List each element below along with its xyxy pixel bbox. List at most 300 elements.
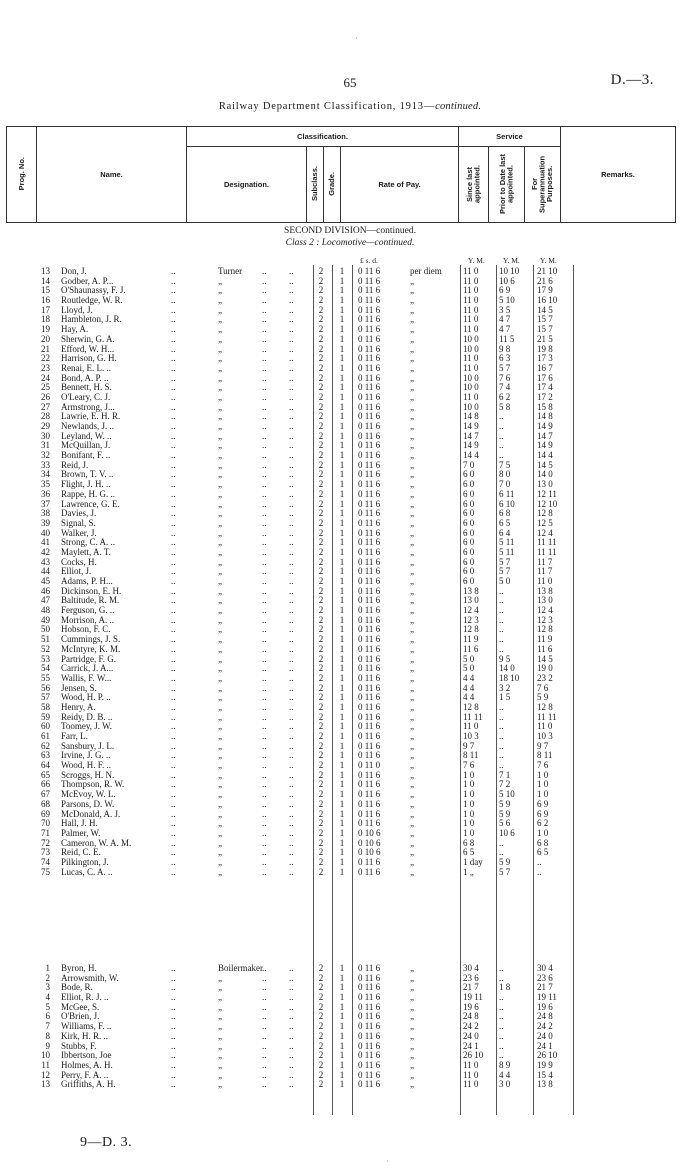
- cell-pay-period: „: [410, 585, 414, 596]
- cell-leader: ..: [171, 333, 176, 344]
- cell-pay: 0 11 6: [358, 362, 381, 373]
- header-service: Service: [459, 127, 561, 147]
- cell-subclass: 2: [318, 430, 324, 441]
- cell-since-last: 24 8: [463, 1011, 479, 1022]
- cell-leader: ..: [171, 963, 176, 973]
- cell-prior: 9 5: [499, 653, 511, 664]
- cell-designation: „: [218, 750, 222, 761]
- cell-pay: 0 11 6: [358, 1030, 381, 1041]
- cell-prog-no: 19: [41, 324, 50, 335]
- column-header-table: [6, 126, 676, 223]
- cell-super: 24 1: [537, 1040, 553, 1051]
- cell-super: 23 2: [537, 672, 553, 683]
- cell-prior: 3 0: [499, 1079, 511, 1090]
- cell-prog-no: 69: [41, 808, 50, 819]
- cell-since-last: 24 2: [463, 1021, 479, 1032]
- cell-name: Farr, L.: [61, 731, 88, 741]
- cell-super: 17 4: [537, 382, 553, 393]
- cell-grade: 1: [339, 740, 345, 751]
- cell-pay-period: „: [410, 663, 414, 674]
- cell-leader: ..: [262, 798, 267, 809]
- cell-super: 6 8: [537, 837, 549, 848]
- cell-super: 15 8: [537, 401, 553, 412]
- cell-leader: ..: [262, 992, 267, 1003]
- cell-leader: ..: [289, 982, 294, 993]
- cell-leader: ..: [262, 1050, 267, 1061]
- cell-leader: ..: [262, 401, 267, 412]
- cell-designation: „: [218, 440, 222, 451]
- cell-name: Harrison, G. H.: [61, 353, 117, 364]
- cell-leader: ..: [171, 566, 176, 577]
- cell-designation: „: [218, 459, 222, 470]
- cell-pay-period: „: [410, 450, 414, 461]
- cell-subclass: 2: [318, 527, 324, 538]
- cell-leader: ..: [262, 1069, 267, 1080]
- cell-grade: 1: [339, 459, 345, 470]
- cell-prior: 4 7: [499, 324, 511, 335]
- scan-mark-top: ·: [355, 34, 358, 43]
- scan-mark-bottom: ·: [386, 1157, 389, 1166]
- cell-leader: ..: [171, 585, 176, 596]
- table-row: [0, 974, 700, 984]
- cell-leader: ..: [262, 963, 267, 973]
- cell-prior: ..: [499, 1011, 504, 1022]
- cell-since-last: 23 6: [463, 972, 479, 983]
- cell-prior: 6 3: [499, 353, 511, 364]
- cell-leader: ..: [289, 740, 294, 751]
- cell-leader: ..: [171, 605, 176, 616]
- cell-pay: 0 11 6: [358, 411, 381, 422]
- cell-prog-no: 16: [41, 295, 50, 306]
- cell-pay-period: „: [410, 614, 414, 625]
- cell-prog-no: 32: [41, 450, 50, 461]
- cell-since-last: 12 8: [463, 701, 479, 712]
- cell-super: 11 6: [537, 643, 553, 654]
- cell-prior: 7 1: [499, 769, 511, 780]
- cell-leader: ..: [262, 982, 267, 993]
- cell-pay-period: „: [410, 789, 414, 800]
- cell-pay: 0 11 6: [358, 1021, 381, 1032]
- cell-pay-period: „: [410, 837, 414, 848]
- cell-prog-no: 21: [41, 343, 50, 354]
- cell-subclass: 2: [318, 566, 324, 577]
- cell-name: McIntyre, K. M.: [61, 643, 121, 654]
- cell-leader: ..: [262, 430, 267, 441]
- cell-prior: 5 7: [499, 556, 511, 567]
- cell-name: McDonald, A. J.: [61, 808, 121, 819]
- cell-since-last: 6 0: [463, 517, 475, 528]
- cell-super: 14 9: [537, 421, 553, 431]
- cell-leader: ..: [289, 275, 294, 286]
- cell-leader: ..: [171, 401, 176, 412]
- cell-grade: 1: [339, 827, 345, 838]
- cell-name: Hay, A.: [61, 324, 89, 335]
- cell-leader: ..: [289, 837, 294, 848]
- cell-subclass: 2: [318, 595, 324, 606]
- cell-pay: 0 11 6: [358, 382, 381, 393]
- cell-prog-no: 57: [41, 692, 50, 703]
- cell-leader: ..: [171, 295, 176, 306]
- units-super: Y. M.: [540, 256, 557, 265]
- cell-leader: ..: [262, 614, 267, 625]
- cell-designation: „: [218, 1011, 222, 1022]
- cell-prior: 3 2: [499, 682, 511, 693]
- cell-leader: ..: [262, 847, 267, 858]
- table-row: [0, 558, 700, 568]
- cell-subclass: 2: [318, 624, 324, 635]
- cell-leader: ..: [262, 362, 267, 373]
- cell-prior: ..: [499, 634, 504, 645]
- cell-prior: 5 9: [499, 808, 511, 819]
- cell-subclass: 2: [318, 585, 324, 596]
- cell-subclass: 2: [318, 798, 324, 809]
- cell-name: O'Shaunassy, F. J.: [61, 285, 126, 296]
- cell-pay-period: „: [410, 401, 414, 412]
- cell-since-last: 1 0: [463, 779, 475, 790]
- cell-leader: ..: [171, 527, 176, 538]
- cell-leader: ..: [262, 731, 267, 741]
- cell-leader: ..: [262, 304, 267, 315]
- cell-designation: „: [218, 576, 222, 586]
- cell-super: 10 3: [537, 731, 553, 741]
- cell-leader: ..: [289, 527, 294, 538]
- cell-leader: ..: [171, 411, 176, 422]
- cell-leader: ..: [171, 624, 176, 635]
- table-row: [0, 819, 700, 829]
- cell-pay: 0 11 6: [358, 566, 381, 577]
- cell-prog-no: 25: [41, 382, 50, 393]
- cell-super: 21 7: [537, 982, 553, 993]
- cell-pay-period: „: [410, 605, 414, 616]
- cell-name: Davies, J.: [61, 508, 97, 519]
- cell-pay-period: „: [410, 343, 414, 354]
- cell-super: 5 9: [537, 692, 549, 703]
- cell-leader: ..: [289, 333, 294, 344]
- cell-subclass: 2: [318, 459, 324, 470]
- cell-grade: 1: [339, 750, 345, 761]
- cell-subclass: 2: [318, 682, 324, 693]
- cell-pay-period: „: [410, 653, 414, 664]
- cell-leader: ..: [289, 537, 294, 548]
- table-row: [0, 451, 700, 461]
- cell-prior: ..: [499, 450, 504, 461]
- cell-leader: ..: [171, 1030, 176, 1041]
- cell-super: 8 11: [537, 750, 553, 761]
- cell-leader: ..: [171, 1079, 176, 1090]
- cell-leader: ..: [262, 972, 267, 983]
- cell-pay: 0 10 6: [358, 837, 381, 848]
- cell-designation: „: [218, 827, 222, 838]
- cell-since-last: 6 0: [463, 566, 475, 577]
- cell-prior: 6 9: [499, 285, 511, 296]
- cell-since-last: 12 8: [463, 624, 479, 635]
- cell-designation: „: [218, 353, 222, 364]
- cell-name: Armstrong, J...: [61, 401, 115, 412]
- cell-name: Arrowsmith, W.: [61, 972, 119, 983]
- cell-since-last: 13 0: [463, 595, 479, 606]
- cell-subclass: 2: [318, 546, 324, 557]
- cell-since-last: 5 0: [463, 653, 475, 664]
- cell-leader: ..: [289, 701, 294, 712]
- cell-name: Bond, A. P. ..: [61, 372, 109, 383]
- cell-pay: 0 11 6: [358, 324, 381, 335]
- cell-pay: 0 11 6: [358, 314, 381, 325]
- cell-pay-period: „: [410, 488, 414, 499]
- cell-super: 12 5: [537, 517, 553, 528]
- cell-prog-no: 13: [41, 266, 50, 276]
- rule-grade-left: [332, 265, 333, 1115]
- cell-since-last: 10 0: [463, 343, 479, 354]
- cell-leader: ..: [262, 1001, 267, 1012]
- cell-pay-period: „: [410, 750, 414, 761]
- cell-designation: „: [218, 808, 222, 819]
- cell-subclass: 2: [318, 847, 324, 858]
- cell-designation: „: [218, 692, 222, 703]
- cell-pay-period: „: [410, 411, 414, 422]
- cell-prog-no: 47: [41, 595, 50, 606]
- cell-subclass: 2: [318, 304, 324, 315]
- cell-leader: ..: [171, 353, 176, 364]
- cell-name: Strong, C. A. ..: [61, 537, 116, 548]
- cell-designation: „: [218, 760, 222, 771]
- cell-pay: 0 11 6: [358, 1001, 381, 1012]
- cell-since-last: 30 4: [463, 963, 479, 973]
- cell-super: 6 9: [537, 798, 549, 809]
- cell-since-last: 10 0: [463, 401, 479, 412]
- cell-prior: 6 8: [499, 508, 511, 519]
- table-row: [0, 1032, 700, 1042]
- cell-pay-period: „: [410, 1059, 414, 1070]
- cell-pay-period: „: [410, 798, 414, 809]
- cell-name: Hobson, F. C.: [61, 624, 111, 635]
- cell-subclass: 2: [318, 362, 324, 373]
- cell-leader: ..: [289, 721, 294, 732]
- cell-leader: ..: [289, 479, 294, 490]
- cell-leader: ..: [262, 295, 267, 306]
- cell-name: Scroggs, H. N.: [61, 769, 115, 780]
- cell-subclass: 2: [318, 324, 324, 335]
- cell-leader: ..: [262, 682, 267, 693]
- cell-leader: ..: [171, 750, 176, 761]
- cell-grade: 1: [339, 566, 345, 577]
- cell-super: 9 7: [537, 740, 549, 751]
- cell-name: Bennett, H. S.: [61, 382, 112, 393]
- cell-grade: 1: [339, 721, 345, 732]
- cell-since-last: 6 0: [463, 537, 475, 548]
- cell-subclass: 2: [318, 672, 324, 683]
- cell-since-last: 14 9: [463, 421, 479, 431]
- cell-grade: 1: [339, 818, 345, 829]
- cell-prog-no: 7: [45, 1021, 50, 1032]
- cell-pay: 0 11 6: [358, 624, 381, 635]
- page-number: 65: [343, 75, 357, 90]
- cell-leader: ..: [289, 614, 294, 625]
- cell-designation: „: [218, 479, 222, 490]
- cell-prog-no: 13: [41, 1079, 50, 1090]
- cell-leader: ..: [171, 537, 176, 548]
- cell-super: 19 0: [537, 663, 553, 674]
- cell-subclass: 2: [318, 1059, 324, 1070]
- cell-grade: 1: [339, 517, 345, 528]
- cell-name: Routledge, W. R.: [61, 295, 123, 306]
- cell-since-last: 1 „: [463, 866, 474, 877]
- cell-leader: ..: [262, 672, 267, 683]
- cell-leader: ..: [171, 1021, 176, 1032]
- cell-leader: ..: [289, 430, 294, 441]
- cell-designation: „: [218, 711, 222, 722]
- cell-subclass: 2: [318, 1030, 324, 1041]
- cell-leader: ..: [171, 556, 176, 567]
- cell-name: Baltitude, R. M.: [61, 595, 120, 606]
- cell-leader: ..: [262, 275, 267, 286]
- cell-leader: ..: [171, 682, 176, 693]
- cell-leader: ..: [289, 372, 294, 383]
- cell-super: 16 10: [537, 295, 558, 306]
- cell-leader: ..: [171, 440, 176, 451]
- cell-super: 19 8: [537, 343, 553, 354]
- cell-since-last: 4 4: [463, 672, 475, 683]
- cell-designation: „: [218, 721, 222, 732]
- cell-leader: ..: [171, 488, 176, 499]
- cell-pay: 0 11 6: [358, 663, 381, 674]
- cell-prog-no: 71: [41, 827, 50, 838]
- cell-subclass: 2: [318, 537, 324, 548]
- cell-name: Don, J.: [61, 266, 87, 276]
- cell-leader: ..: [262, 856, 267, 867]
- cell-since-last: 21 7: [463, 982, 479, 993]
- cell-designation: Boilermaker: [218, 963, 263, 973]
- cell-grade: 1: [339, 663, 345, 674]
- cell-grade: 1: [339, 1059, 345, 1070]
- cell-leader: ..: [289, 789, 294, 800]
- cell-name: Rappe, H. G. ..: [61, 488, 115, 499]
- cell-grade: 1: [339, 488, 345, 499]
- cell-pay-period: „: [410, 1079, 414, 1090]
- cell-super: 1 0: [537, 827, 549, 838]
- cell-super: 6 5: [537, 847, 549, 858]
- cell-designation: „: [218, 982, 222, 993]
- cell-super: 12 4: [537, 605, 553, 616]
- cell-pay: 0 11 6: [358, 982, 381, 993]
- cell-subclass: 2: [318, 827, 324, 838]
- units-row: [0, 256, 700, 266]
- cell-leader: ..: [262, 537, 267, 548]
- cell-grade: 1: [339, 585, 345, 596]
- cell-super: 11 11: [537, 537, 557, 548]
- cell-prior: 8 9: [499, 1059, 511, 1070]
- cell-designation: „: [218, 643, 222, 654]
- cell-subclass: 2: [318, 1021, 324, 1032]
- cell-prog-no: 20: [41, 333, 50, 344]
- cell-grade: 1: [339, 469, 345, 480]
- cell-subclass: 2: [318, 450, 324, 461]
- cell-pay: 0 11 6: [358, 275, 381, 286]
- cell-subclass: 2: [318, 663, 324, 674]
- header-since-last: Since last appointed.: [459, 147, 489, 223]
- cell-pay-period: „: [410, 1040, 414, 1051]
- cell-name: Cameron, W. A. M.: [61, 837, 132, 848]
- cell-subclass: 2: [318, 391, 324, 402]
- cell-pay: 0 11 6: [358, 701, 381, 712]
- cell-leader: ..: [171, 450, 176, 461]
- cell-super: 11 11: [537, 546, 557, 557]
- cell-since-last: 11 0: [463, 266, 479, 276]
- cell-since-last: 6 0: [463, 576, 475, 586]
- cell-prior: 18 10: [499, 672, 520, 683]
- cell-since-last: 11 0: [463, 314, 479, 325]
- cell-prog-no: 28: [41, 411, 50, 422]
- cell-prog-no: 66: [41, 779, 50, 790]
- cell-leader: ..: [289, 672, 294, 683]
- cell-prog-no: 11: [41, 1059, 50, 1070]
- table-row: [0, 519, 700, 529]
- cell-super: 21 10: [537, 266, 558, 276]
- cell-prior: ..: [499, 992, 504, 1003]
- cell-designation: „: [218, 488, 222, 499]
- cell-subclass: 2: [318, 1069, 324, 1080]
- cell-pay: 0 11 6: [358, 285, 381, 296]
- cell-pay: 0 11 6: [358, 992, 381, 1003]
- cell-name: Pilkington, J.: [61, 856, 109, 867]
- cell-leader: ..: [171, 779, 176, 790]
- cell-designation: „: [218, 411, 222, 422]
- cell-name: Lawrence, G. E.: [61, 498, 120, 509]
- cell-designation: „: [218, 1050, 222, 1061]
- table-row: [0, 296, 700, 306]
- cell-prog-no: 72: [41, 837, 50, 848]
- cell-subclass: 2: [318, 1050, 324, 1061]
- cell-leader: ..: [171, 576, 176, 586]
- cell-pay: 0 11 6: [358, 333, 381, 344]
- cell-prior: 9 8: [499, 343, 511, 354]
- cell-leader: ..: [171, 992, 176, 1003]
- cell-super: 14 9: [537, 440, 553, 451]
- cell-super: 13 0: [537, 479, 553, 490]
- cell-since-last: 4 4: [463, 682, 475, 693]
- table-row: [0, 509, 700, 519]
- cell-leader: ..: [262, 527, 267, 538]
- cell-since-last: 11 0: [463, 353, 479, 364]
- cell-leader: ..: [289, 972, 294, 983]
- cell-prog-no: 38: [41, 508, 50, 519]
- cell-leader: ..: [262, 576, 267, 586]
- cell-name: Reid, J.: [61, 459, 89, 470]
- cell-prior: ..: [499, 605, 504, 616]
- cell-name: Williams, F. ..: [61, 1021, 112, 1032]
- header-rate-of-pay: Rate of Pay.: [341, 147, 459, 223]
- cell-grade: 1: [339, 837, 345, 848]
- cell-pay-period: „: [410, 595, 414, 606]
- cell-prior: ..: [499, 750, 504, 761]
- cell-prog-no: 41: [41, 537, 50, 548]
- cell-pay-period: „: [410, 808, 414, 819]
- cell-super: 11 0: [537, 576, 553, 586]
- cell-designation: „: [218, 556, 222, 567]
- cell-leader: ..: [171, 672, 176, 683]
- cell-pay-period: „: [410, 847, 414, 858]
- cell-pay-period: „: [410, 692, 414, 703]
- cell-leader: ..: [289, 1030, 294, 1041]
- cell-pay-period: „: [410, 498, 414, 509]
- cell-leader: ..: [289, 391, 294, 402]
- cell-leader: ..: [289, 585, 294, 596]
- cell-leader: ..: [289, 653, 294, 664]
- cell-since-last: 6 0: [463, 546, 475, 557]
- cell-subclass: 2: [318, 721, 324, 732]
- cell-pay: 0 11 6: [358, 1079, 381, 1090]
- cell-designation: „: [218, 527, 222, 538]
- cell-pay-period: „: [410, 382, 414, 393]
